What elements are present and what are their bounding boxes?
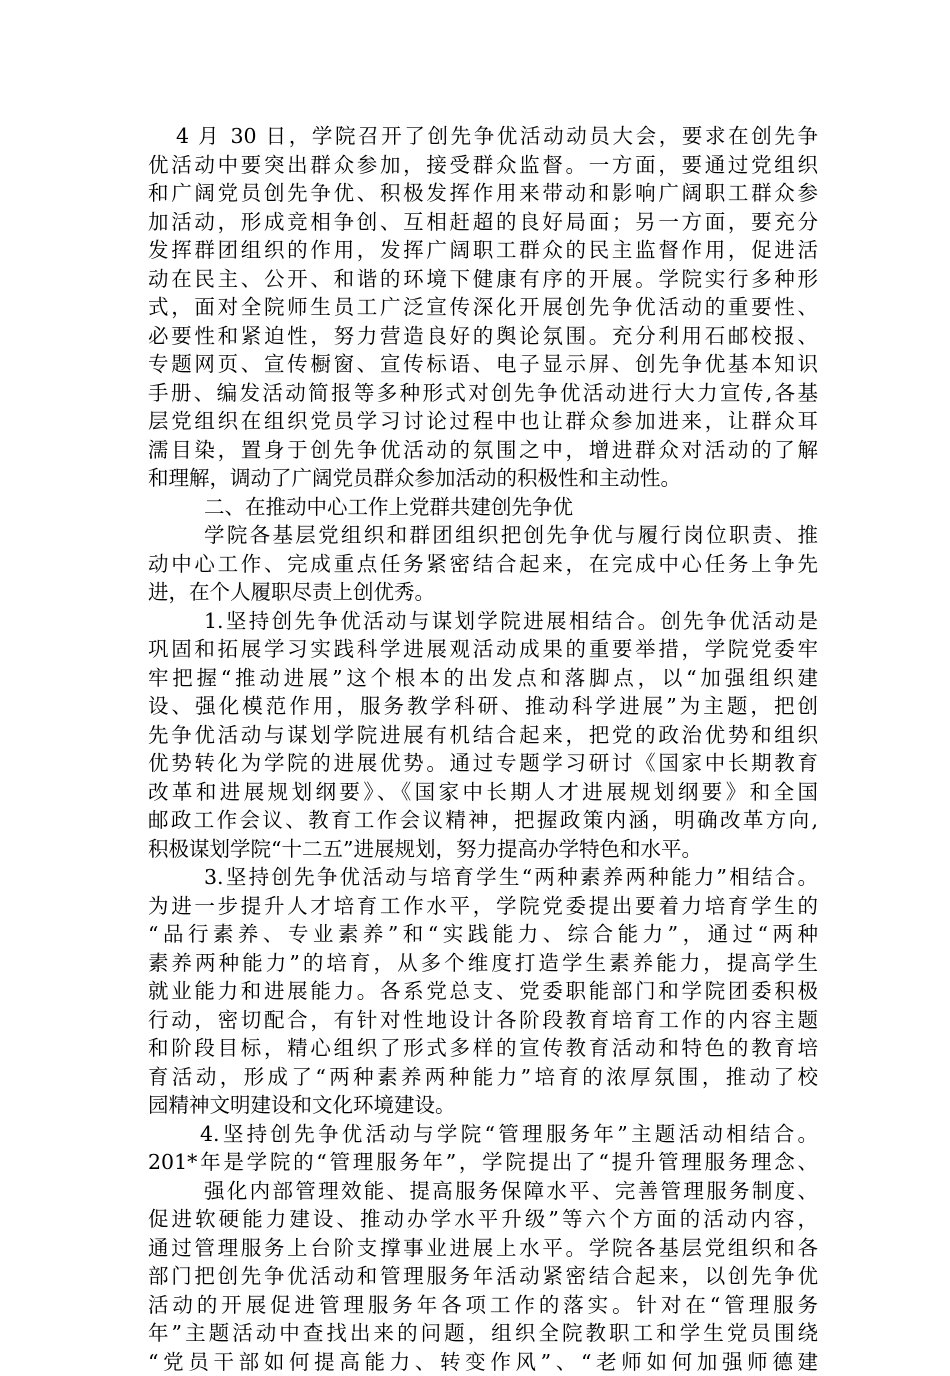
text-line: 加活动，形成竞相争创、互相赶超的良好局面；另一方面，要充分 xyxy=(148,208,818,237)
text-line: 活动的开展促进管理服务年各项工作的落实。针对在“管理服务 xyxy=(148,1291,818,1320)
text-line: 通过管理服务上台阶支撑事业进展上水平。学院各基层党组织和各 xyxy=(148,1234,818,1263)
text-line: 二、在推动中心工作上党群共建创先争优 xyxy=(148,493,818,522)
text-line: 发挥群团组织的作用，发挥广阔职工群众的民主监督作用，促进活 xyxy=(148,236,818,265)
text-line: 就业能力和进展能力。各系党总支、党委职能部门和学院团委积极 xyxy=(148,977,818,1006)
text-line: “品行素养、专业素养”和“实践能力、综合能力”，通过“两种 xyxy=(148,920,818,949)
text-line: 动中心工作、完成重点任务紧密结合起来，在完成中心任务上争先 xyxy=(148,550,818,579)
text-line: 学院各基层党组织和群团组织把创先争优与履行岗位职责、推 xyxy=(148,521,818,550)
text-line: 手册、编发活动简报等多种形式对创先争优活动进行大力宣传,各基 xyxy=(148,379,818,408)
text-line: 进，在个人履职尽责上创优秀。 xyxy=(148,578,818,607)
document-body xyxy=(148,122,818,1376)
text-line: 部门把创先争优活动和管理服务年活动紧密结合起来，以创先争优 xyxy=(148,1262,818,1291)
text-line: 邮政工作会议、教育工作会议精神，把握政策内涵，明确改革方向, xyxy=(148,806,818,835)
text-line: 和阶段目标，精心组织了形式多样的宣传教育活动和特色的教育培 xyxy=(148,1034,818,1063)
text-line: 强化内部管理效能、提高服务保障水平、完善管理服务制度、 xyxy=(148,1177,818,1206)
text-line: 1.坚持创先争优活动与谋划学院进展相结合。创先争优活动是 xyxy=(148,607,818,636)
text-line: 优势转化为学院的进展优势。通过专题学习研讨《国家中长期教育 xyxy=(148,749,818,778)
text-line: 和广阔党员创先争优、积极发挥作用来带动和影响广阔职工群众参 xyxy=(148,179,818,208)
text-line: “党员干部如何提高能力、转变作风”、“老师如何加强师德建 xyxy=(148,1348,818,1376)
text-line: 园精神文明建设和文化环境建设。 xyxy=(148,1091,818,1120)
text-line: 为进一步提升人才培育工作水平，学院党委提出要着力培育学生的 xyxy=(148,892,818,921)
text-line: 设、强化模范作用，服务教学科研、推动科学进展”为主题，把创 xyxy=(148,692,818,721)
text-line: 行动，密切配合，有针对性地设计各阶段教育培育工作的内容主题 xyxy=(148,1006,818,1035)
text-line: 专题网页、宣传橱窗、宣传标语、电子显示屏、创先争优基本知识 xyxy=(148,350,818,379)
text-line: 4.坚持创先争优活动与学院“管理服务年”主题活动相结合。 xyxy=(148,1120,818,1149)
text-line: 式，面对全院师生员工广泛宣传深化开展创先争优活动的重要性、 xyxy=(148,293,818,322)
text-line: 4 月 30 日，学院召开了创先争优活动动员大会，要求在创先争 xyxy=(148,122,818,151)
text-line: 育活动，形成了“两种素养两种能力”培育的浓厚氛围，推动了校 xyxy=(148,1063,818,1092)
text-line: 改革和进展规划纲要》、《国家中长期人才进展规划纲要》和全国 xyxy=(148,778,818,807)
text-line: 必要性和紧迫性，努力营造良好的舆论氛围。充分利用石邮校报、 xyxy=(148,322,818,351)
text-line: 优活动中要突出群众参加，接受群众监督。一方面，要通过党组织 xyxy=(148,151,818,180)
text-line: 濡目染，置身于创先争优活动的氛围之中，增进群众对活动的了解 xyxy=(148,436,818,465)
text-line: 促进软硬能力建设、推动办学水平升级”等六个方面的活动内容， xyxy=(148,1205,818,1234)
text-line: 和理解，调动了广阔党员群众参加活动的积极性和主动性。 xyxy=(148,464,818,493)
text-line: 素养两种能力”的培育，从多个维度打造学生素养能力，提高学生 xyxy=(148,949,818,978)
text-line: 积极谋划学院“十二五”进展规划，努力提高办学特色和水平。 xyxy=(148,835,818,864)
text-line: 先争优活动与谋划学院进展有机结合起来，把党的政治优势和组织 xyxy=(148,721,818,750)
text-line: 3.坚持创先争优活动与培育学生“两种素养两种能力”相结合。 xyxy=(148,863,818,892)
text-line: 年”主题活动中查找出来的问题，组织全院教职工和学生党员围绕 xyxy=(148,1319,818,1348)
text-line: 牢把握“推动进展”这个根本的出发点和落脚点，以“加强组织建 xyxy=(148,664,818,693)
text-line: 动在民主、公开、和谐的环境下健康有序的开展。学院实行多种形 xyxy=(148,265,818,294)
text-line: 巩固和拓展学习实践科学进展观活动成果的重要举措，学院党委牢 xyxy=(148,635,818,664)
text-line: 层党组织在组织党员学习讨论过程中也让群众参加进来，让群众耳 xyxy=(148,407,818,436)
text-line: 201*年是学院的“管理服务年”，学院提出了“提升管理服务理念、 xyxy=(148,1148,818,1177)
